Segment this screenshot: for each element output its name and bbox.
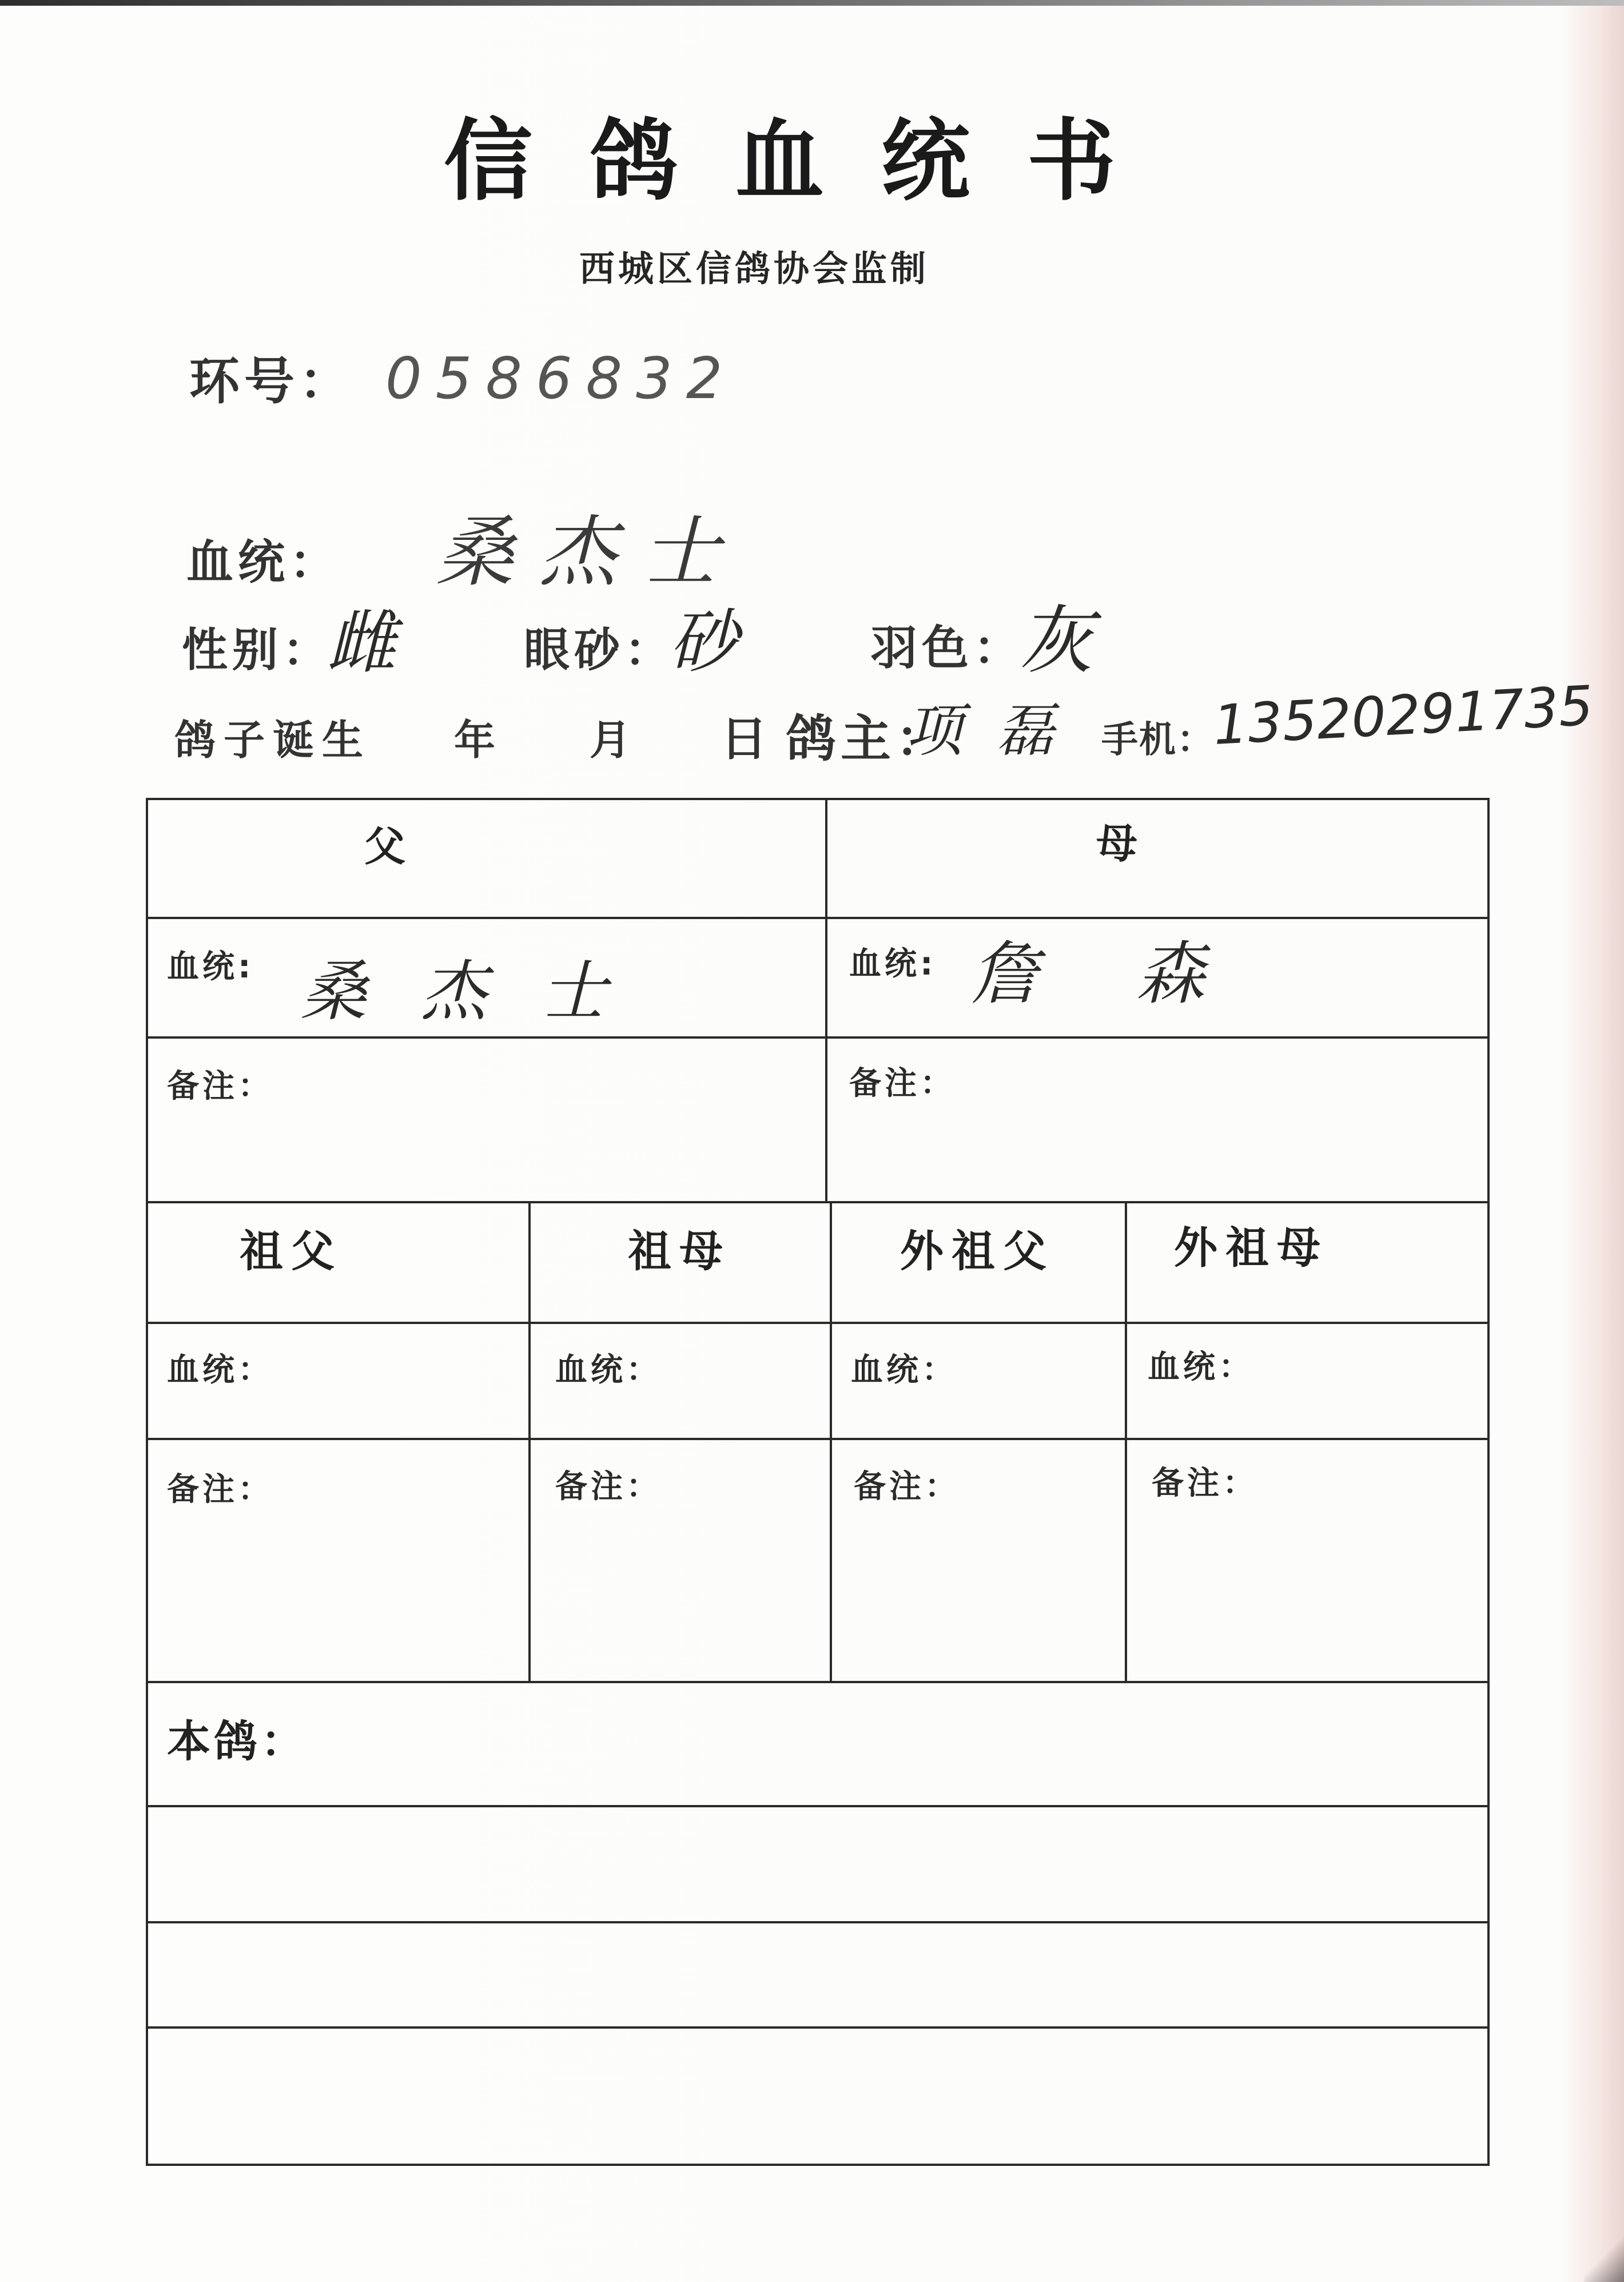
paternal-grandmother-notes-label: 备注： — [555, 1468, 662, 1505]
eye-sand-value: 砂 — [669, 602, 738, 682]
paternal-grandfather-bloodline-cell — [148, 1324, 531, 1438]
father-bloodline-label: 血统: — [167, 948, 254, 985]
eye-sand-label: 眼砂： — [524, 623, 675, 677]
owner-value: 项磊 — [905, 697, 1088, 764]
document-title: 信鸽血统书 — [444, 108, 1173, 213]
paternal-grandmother-header-cell — [531, 1203, 832, 1322]
paper-top-edge — [0, 0, 1624, 6]
maternal-grandfather-bloodline-label: 血统： — [851, 1351, 957, 1389]
sex-label: 性别： — [182, 623, 333, 677]
self-pigeon-row — [148, 1683, 1487, 1807]
father-bloodline-cell — [148, 919, 827, 1036]
paternal-grandmother-bloodline-cell — [531, 1324, 832, 1438]
mother-header-cell — [827, 800, 1487, 917]
paternal-grandfather-notes-label: 备注： — [167, 1471, 273, 1508]
father-notes-cell — [148, 1039, 827, 1201]
maternal-grandmother-header: 外祖母 — [1174, 1222, 1328, 1273]
paternal-grandmother-notes-cell — [531, 1440, 832, 1681]
maternal-grandfather-header: 外祖父 — [900, 1226, 1054, 1277]
grandparents-bloodline-row — [148, 1324, 1487, 1440]
paternal-grandfather-header: 祖父 — [240, 1226, 343, 1277]
paternal-grandfather-bloodline-label: 血统： — [167, 1351, 273, 1389]
parents-notes-row — [148, 1039, 1487, 1203]
maternal-grandmother-notes-cell — [1127, 1440, 1487, 1681]
bloodline-label: 血统： — [186, 535, 341, 590]
grandparents-notes-row — [148, 1440, 1487, 1683]
grandparents-header-row — [148, 1203, 1487, 1324]
bloodline-value: 桑杰士 — [436, 507, 745, 597]
birth-year-label: 年 — [454, 716, 500, 764]
maternal-grandfather-notes-label: 备注： — [854, 1468, 960, 1505]
owner-label: 鸽主： — [786, 709, 951, 768]
blank-line-1 — [148, 1807, 1487, 1923]
parents-bloodline-row — [148, 919, 1487, 1039]
father-header: 父 — [364, 822, 414, 870]
mother-bloodline-label: 血统: — [849, 945, 937, 983]
mother-header: 母 — [1096, 820, 1146, 868]
father-notes-label: 备注： — [167, 1068, 273, 1105]
maternal-grandmother-notes-label: 备注： — [1152, 1465, 1258, 1502]
maternal-grandmother-bloodline-label: 血统： — [1148, 1349, 1254, 1386]
maternal-grandmother-header-cell — [1127, 1203, 1487, 1322]
parents-header-row — [148, 800, 1487, 919]
father-bloodline-value: 桑杰士 — [301, 953, 661, 1030]
paternal-grandmother-header: 祖母 — [628, 1226, 731, 1277]
self-pigeon-cell — [148, 1683, 1487, 1805]
blank-line-3 — [148, 2029, 1487, 2164]
phone-value: 13520291735 — [1212, 674, 1595, 757]
birth-day-label: 日 — [721, 712, 773, 766]
self-pigeon-label: 本鸽： — [167, 1716, 308, 1767]
birth-label: 鸽子诞生 — [174, 716, 372, 764]
feather-color-value: 灰 — [1018, 597, 1093, 684]
sex-value: 雌 — [327, 603, 396, 683]
ring-number-label: 环号： — [189, 352, 355, 411]
phone-label: 手机： — [1101, 719, 1215, 761]
paternal-grandfather-header-cell — [148, 1203, 531, 1322]
paper-corner-shadow — [1584, 2236, 1624, 2282]
maternal-grandfather-header-cell — [832, 1203, 1127, 1322]
mother-bloodline-cell — [827, 919, 1487, 1036]
mother-notes-label: 备注： — [849, 1065, 956, 1102]
paternal-grandfather-notes-cell — [148, 1440, 531, 1681]
pedigree-table — [146, 798, 1490, 2166]
maternal-grandfather-notes-cell — [832, 1440, 1127, 1681]
mother-notes-cell — [827, 1039, 1487, 1201]
maternal-grandmother-bloodline-cell — [1127, 1324, 1487, 1438]
feather-color-label: 羽色： — [870, 621, 1025, 675]
birth-month-label: 月 — [590, 716, 636, 764]
blank-line-2 — [148, 1923, 1487, 2029]
document-subtitle: 西城区信鸽协会监制 — [579, 248, 930, 289]
mother-bloodline-value: 詹森 — [970, 935, 1302, 1014]
ring-number-value: 0586832 — [385, 345, 737, 412]
father-header-cell — [148, 800, 827, 917]
paternal-grandmother-bloodline-label: 血统： — [555, 1351, 662, 1389]
maternal-grandfather-bloodline-cell — [832, 1324, 1127, 1438]
